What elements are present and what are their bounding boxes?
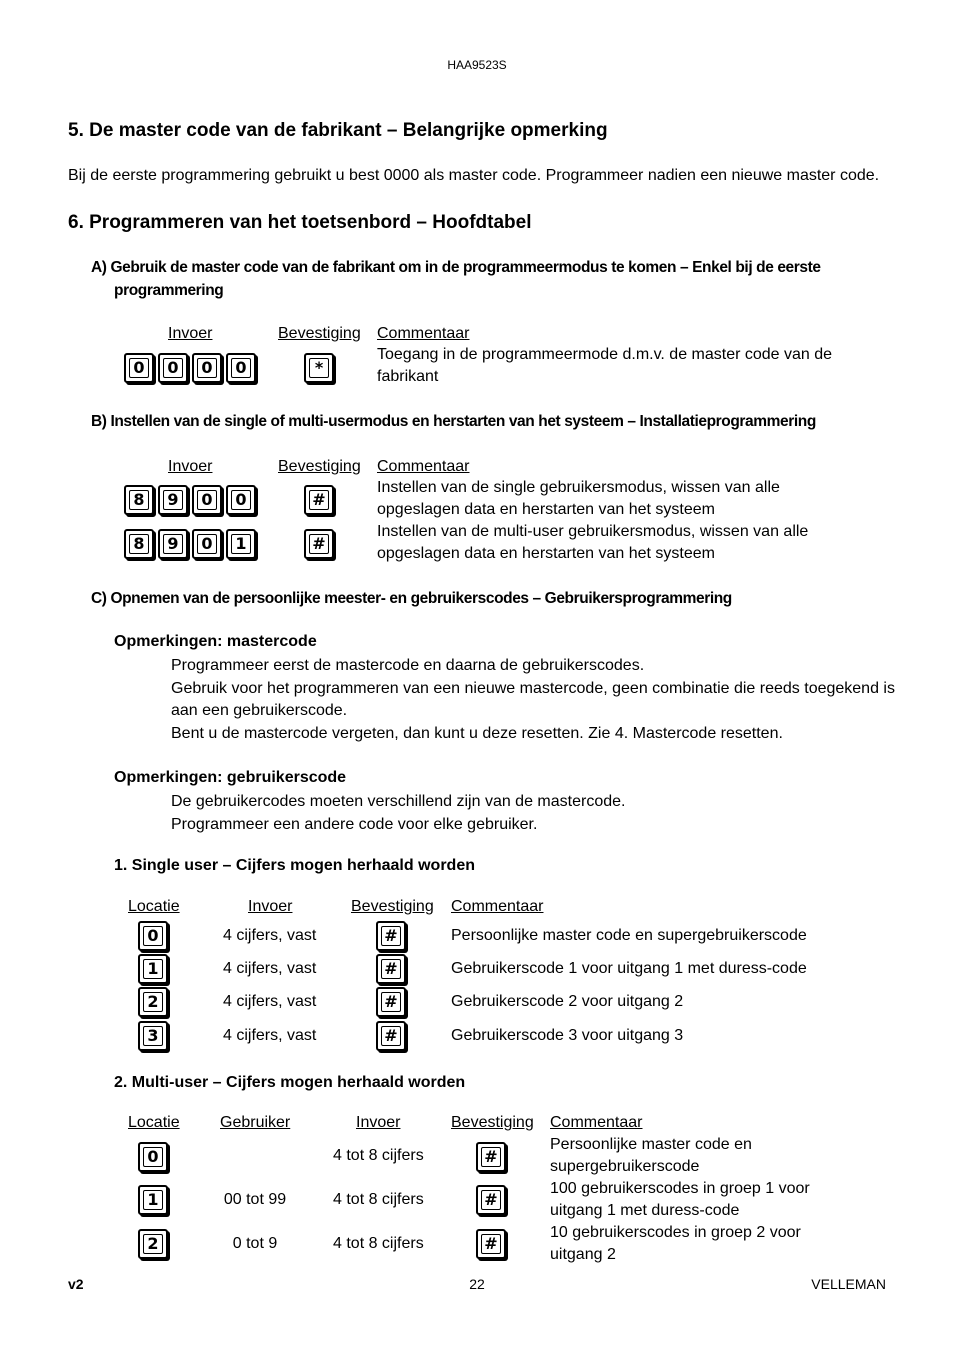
key-hash-icon: # (376, 921, 406, 951)
invoer-cell: 4 cijfers, vast (223, 993, 317, 1010)
section-6-title: 6. Programmeren van het toetsenbord – Hoofdtabel (68, 212, 532, 233)
subsection-b-title: B) Instellen van de single of multi-usermodus en herstarten van het systeem – Installatieprogrammering (91, 413, 816, 430)
comment-cell: Persoonlijke master code en supergebruikerscode (451, 927, 807, 944)
header-bevestiging: Bevestiging (278, 325, 361, 342)
note-line: Bent u de mastercode vergeten, dan kunt u deze resetten. Zie 4. Mastercode resetten. (171, 725, 783, 742)
key-3-icon: 3 (138, 1021, 168, 1051)
key-0-icon: 0 (138, 921, 168, 951)
note-line: aan een gebruikerscode. (171, 702, 348, 719)
header-commentaar: Commentaar (377, 458, 470, 475)
comment-cell: Gebruikerscode 2 voor uitgang 2 (451, 993, 684, 1010)
key-hash-icon: # (376, 987, 406, 1017)
comment-cell-cont: supergebruikerscode (550, 1158, 700, 1175)
key-9-icon: 9 (158, 485, 188, 515)
comment-cell: Gebruikerscode 3 voor uitgang 3 (451, 1027, 684, 1044)
key-0-icon: 0 (226, 485, 256, 515)
header-bevestiging: Bevestiging (451, 1114, 534, 1131)
comment-cell-cont: uitgang 1 met duress-code (550, 1202, 740, 1219)
key-star-icon: * (304, 353, 334, 383)
invoer-cell: 4 tot 8 cijfers (333, 1235, 424, 1252)
single-user-title: 1. Single user – Cijfers mogen herhaald worden (114, 857, 475, 874)
comment-text-cont: opgeslagen data en herstarten van het systeem (377, 501, 715, 518)
comment-cell: Persoonlijke master code en (550, 1136, 752, 1153)
header-bevestiging: Bevestiging (278, 458, 361, 475)
comment-text-cont: fabrikant (377, 368, 439, 385)
key-hash-icon: # (476, 1229, 506, 1259)
header-invoer: Invoer (248, 898, 293, 915)
invoer-cell: 4 tot 8 cijfers (333, 1191, 424, 1208)
comment-text: Instellen van de single gebruikersmodus, wissen van alle (377, 479, 780, 496)
comment-cell: Gebruikerscode 1 voor uitgang 1 met duress-code (451, 960, 807, 977)
user-notes-title: Opmerkingen: gebruikerscode (114, 769, 347, 786)
invoer-cell: 4 tot 8 cijfers (333, 1147, 424, 1164)
header-locatie: Locatie (128, 898, 180, 915)
subsection-a-title: A) Gebruik de master code van de fabrikant om in de programmeermodus te komen – Enkel bij de eerste (91, 259, 821, 276)
comment-cell: 100 gebruikerscodes in groep 1 voor (550, 1180, 810, 1197)
page-number: 22 (469, 1276, 485, 1292)
header-gebruiker: Gebruiker (220, 1114, 291, 1131)
key-1-icon: 1 (138, 954, 168, 984)
header-bevestiging: Bevestiging (351, 898, 434, 915)
key-hash-icon: # (476, 1185, 506, 1215)
key-0-icon: 0 (124, 353, 154, 383)
key-hash-icon: # (376, 954, 406, 984)
comment-cell: 10 gebruikerscodes in groep 2 voor (550, 1224, 801, 1241)
header-commentaar: Commentaar (550, 1114, 643, 1131)
key-hash-icon: # (304, 485, 334, 515)
footer-version: v2 (68, 1276, 84, 1292)
gebruiker-cell: 0 tot 9 (232, 1235, 278, 1252)
key-hash-icon: # (304, 529, 334, 559)
key-2-icon: 2 (138, 1229, 168, 1259)
section-5-title: 5. De master code van de fabrikant – Belangrijke opmerking (68, 120, 608, 141)
key-0-icon: 0 (158, 353, 188, 383)
comment-text: Instellen van de multi-user gebruikersmodus, wissen van alle (377, 523, 809, 540)
gebruiker-cell: 00 tot 99 (223, 1191, 287, 1208)
header-commentaar: Commentaar (377, 325, 470, 342)
key-0-icon: 0 (226, 353, 256, 383)
invoer-cell: 4 cijfers, vast (223, 960, 317, 977)
key-8-icon: 8 (124, 485, 154, 515)
key-0-icon: 0 (192, 529, 222, 559)
key-8-icon: 8 (124, 529, 154, 559)
master-notes-title: Opmerkingen: mastercode (114, 633, 317, 650)
footer-brand: VELLEMAN (811, 1276, 886, 1292)
subsection-a-title-cont: programmering (114, 282, 224, 299)
note-line: Programmeer eerst de mastercode en daarna de gebruikerscodes. (171, 657, 645, 674)
invoer-cell: 4 cijfers, vast (223, 1027, 317, 1044)
note-line: De gebruikercodes moeten verschillend zijn van de mastercode. (171, 793, 626, 810)
document-id: HAA9523S (447, 58, 507, 72)
section-5-body: Bij de eerste programmering gebruikt u best 0000 als master code. Programmeer nadien een nieuwe master code. (68, 167, 880, 184)
comment-cell-cont: uitgang 2 (550, 1246, 616, 1263)
note-line: Gebruik voor het programmeren van een nieuwe mastercode, geen combinatie die reeds toegekend is (171, 680, 895, 697)
invoer-cell: 4 cijfers, vast (223, 927, 317, 944)
header-invoer: Invoer (168, 325, 213, 342)
header-locatie: Locatie (128, 1114, 180, 1131)
key-2-icon: 2 (138, 987, 168, 1017)
header-invoer: Invoer (168, 458, 213, 475)
key-9-icon: 9 (158, 529, 188, 559)
header-invoer: Invoer (356, 1114, 401, 1131)
comment-text: Toegang in de programmeermode d.m.v. de master code van de (377, 346, 833, 363)
note-line: Programmeer een andere code voor elke gebruiker. (171, 816, 538, 833)
key-0-icon: 0 (138, 1142, 168, 1172)
comment-text-cont: opgeslagen data en herstarten van het systeem (377, 545, 715, 562)
header-commentaar: Commentaar (451, 898, 544, 915)
key-hash-icon: # (476, 1142, 506, 1172)
key-1-icon: 1 (226, 529, 256, 559)
key-1-icon: 1 (138, 1185, 168, 1215)
key-hash-icon: # (376, 1021, 406, 1051)
subsection-c-title: C) Opnemen van de persoonlijke meester- en gebruikerscodes – Gebruikersprogrammering (91, 590, 732, 607)
key-0-icon: 0 (192, 353, 222, 383)
multi-user-title: 2. Multi-user – Cijfers mogen herhaald worden (114, 1074, 466, 1091)
key-0-icon: 0 (192, 485, 222, 515)
